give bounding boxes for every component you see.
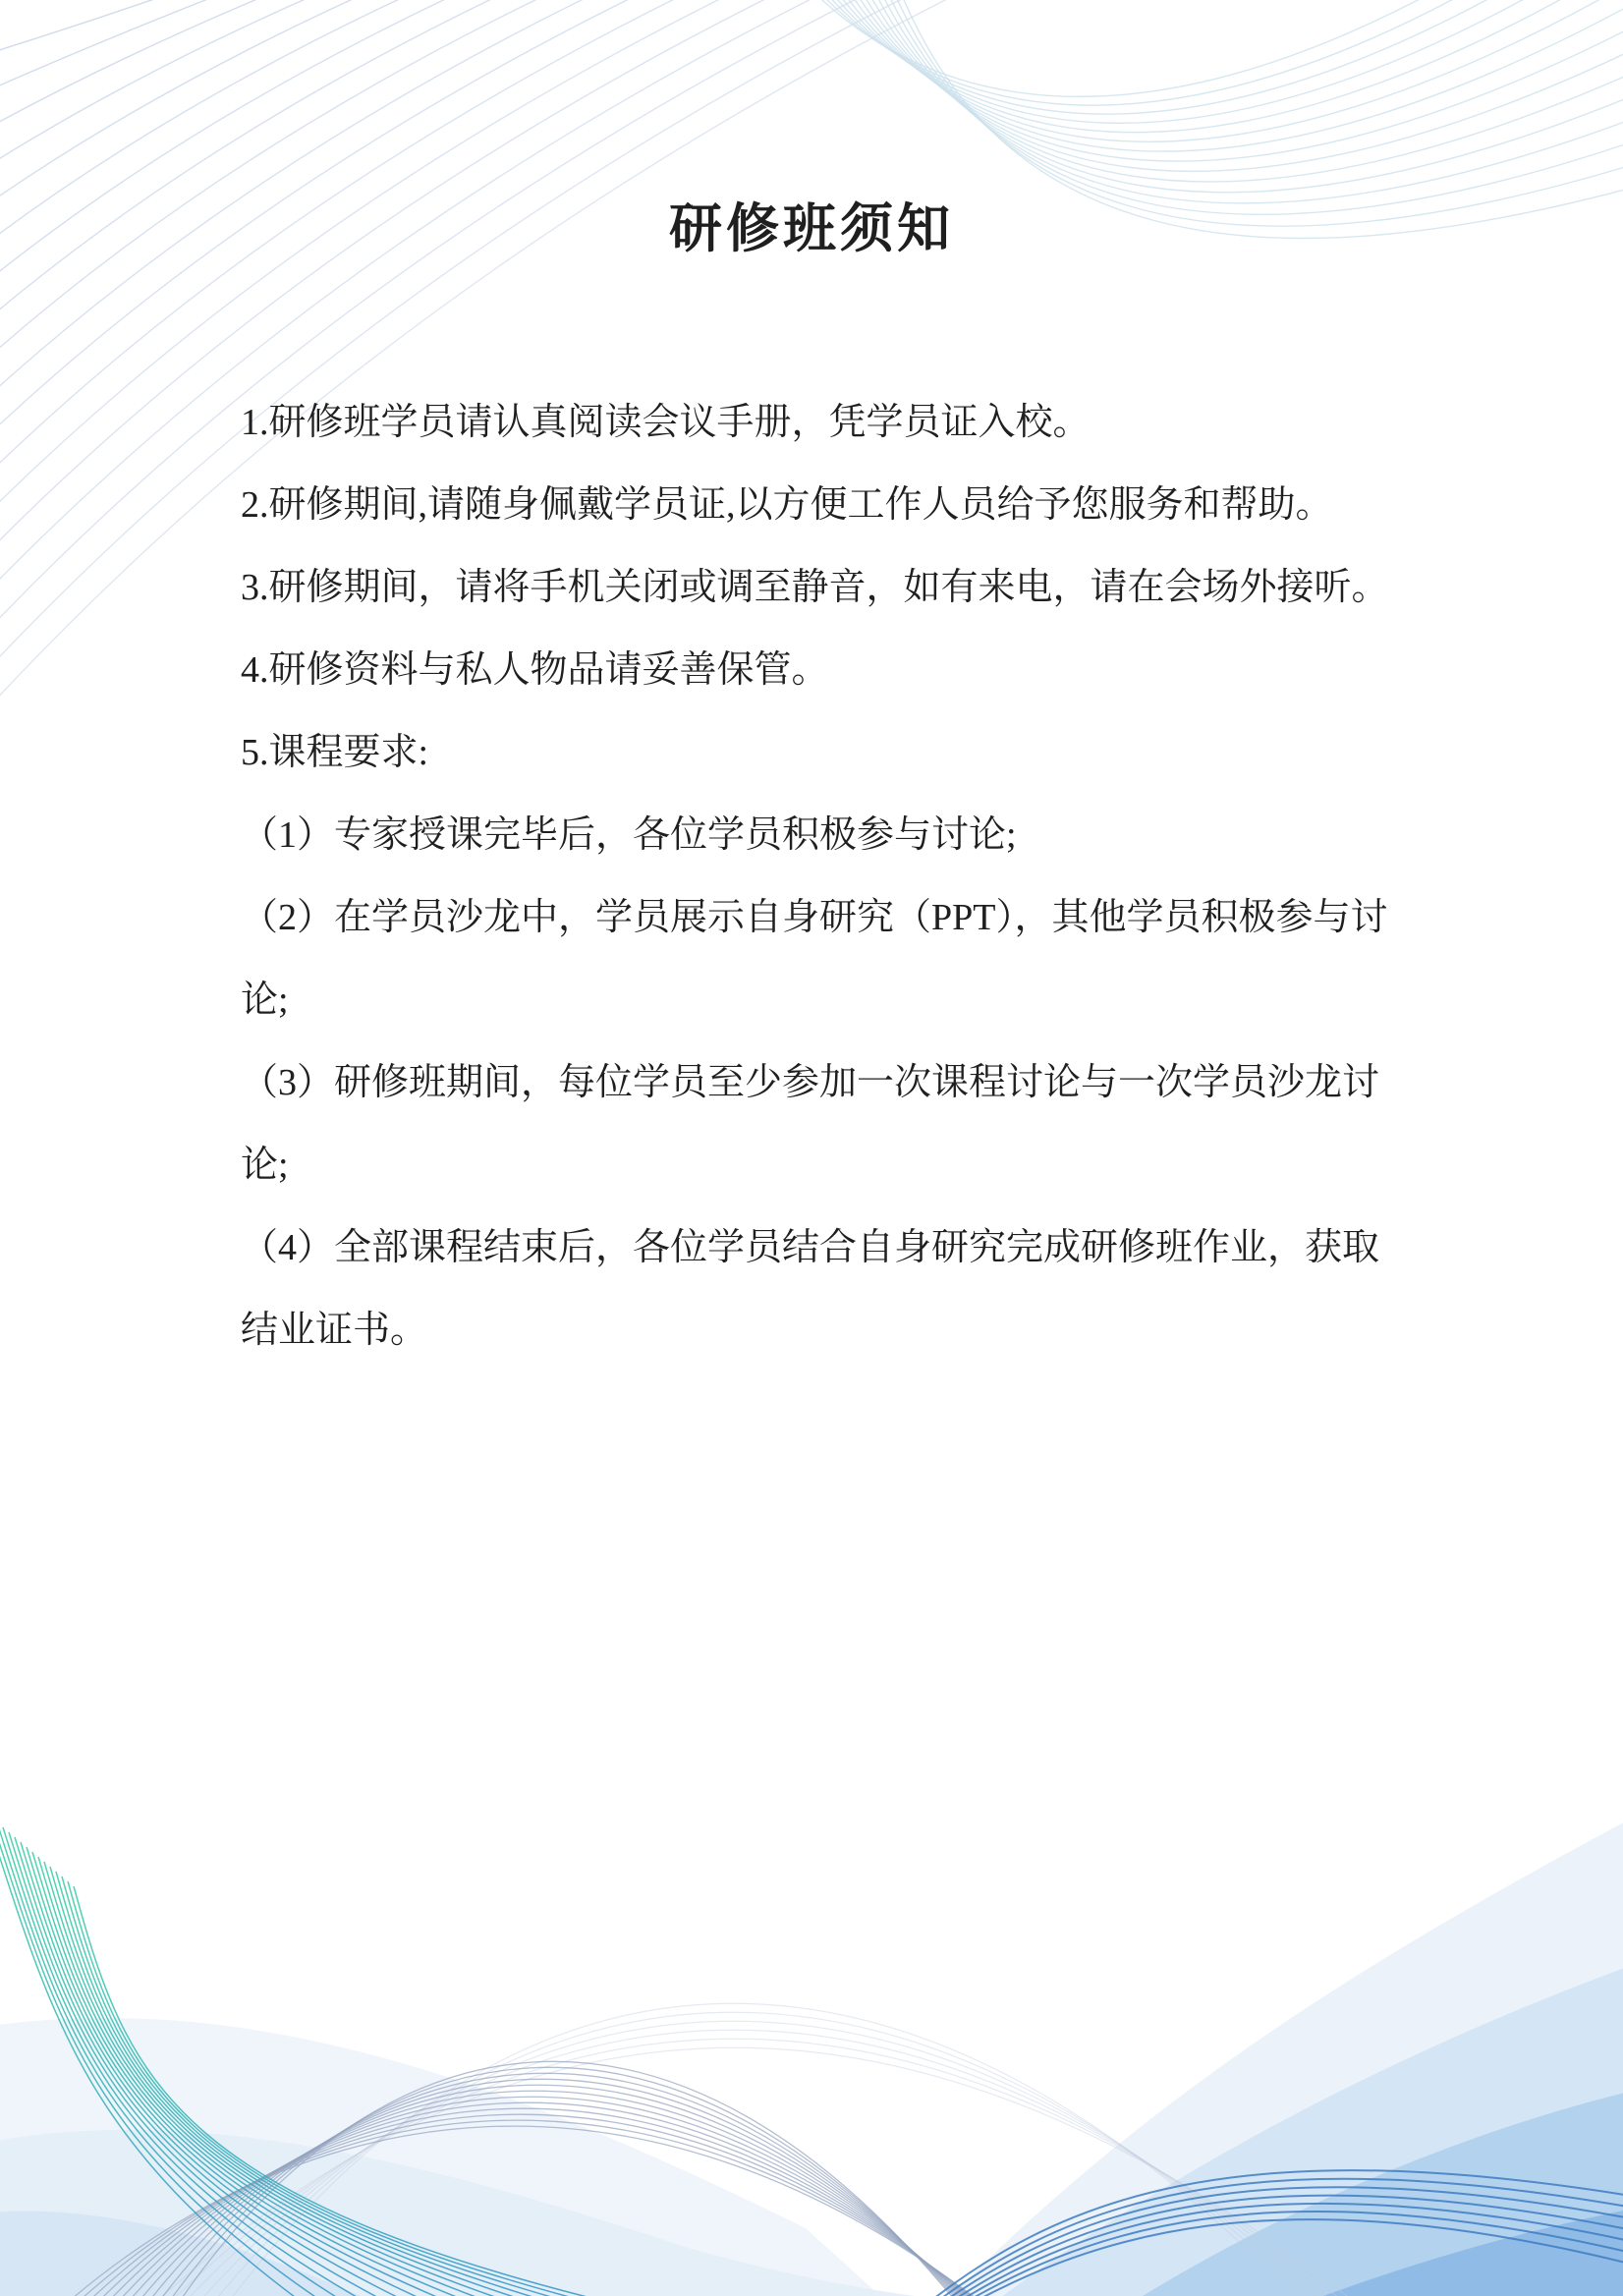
bottom-faint-arc-lines bbox=[138, 2003, 1375, 2296]
notice-item-2: 2.研修期间,请随身佩戴学员证,以方便工作人员给予您服务和帮助。 bbox=[241, 484, 1333, 526]
notice-item-3: 3.研修期间，请将手机关闭或调至静音，如有来电，请在会场外接听。 bbox=[241, 567, 1389, 608]
page-title: 研修班须知 bbox=[669, 199, 954, 258]
notice-item-5-1: （1）专家授课完毕后，各位学员积极参与讨论; bbox=[241, 814, 1017, 856]
notice-item-5-4: （4）全部课程结束后，各位学员结合自身研究完成研修班作业，获取结业证书。 bbox=[241, 1227, 1380, 1351]
notice-item-5: 5.课程要求: bbox=[241, 732, 429, 773]
bottom-right-filled-waves bbox=[943, 1818, 1623, 2296]
notice-list bbox=[241, 381, 1398, 1372]
bottom-left-filled-waves bbox=[0, 2018, 982, 2296]
bottom-blue-wave-lines bbox=[909, 2170, 1623, 2296]
notice-item-5-3: （3）研修班期间，每位学员至少参加一次课程讨论与一次学员沙龙讨论; bbox=[241, 1062, 1380, 1186]
bottom-gray-arc-lines bbox=[49, 2061, 1002, 2296]
notice-item-1: 1.研修班学员请认真阅读会议手册，凭学员证入校。 bbox=[241, 402, 1091, 443]
notice-item-4: 4.研修资料与私人物品请妥善保管。 bbox=[241, 649, 829, 691]
bottom-left-teal-lines bbox=[0, 1813, 678, 2296]
notice-item-5-2: （2）在学员沙龙中，学员展示自身研究（PPT），其他学员积极参与讨论; bbox=[241, 897, 1388, 1021]
